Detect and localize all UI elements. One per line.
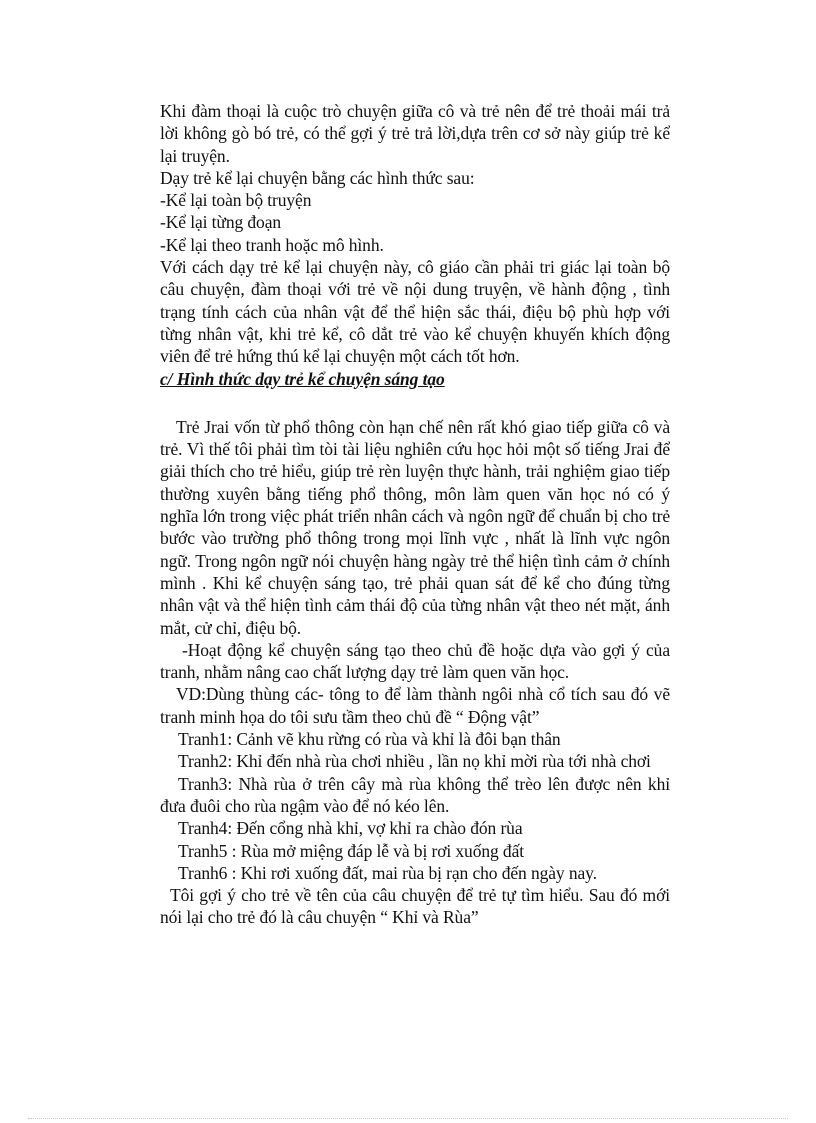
picture-item-5: Tranh5 : Rùa mở miệng đáp lễ và bị rơi xuống đất: [178, 840, 525, 861]
section-heading: c/ Hình thức dạy trẻ kể chuyện sáng tạo: [160, 368, 445, 389]
paragraph-dialogue-intro: Khi đàm thoại là cuộc trò chuyện giữa cô và trẻ nên để trẻ thoải mái trả lời không gò bó trẻ, có thể gợi ý trẻ trả lời,dựa trên cơ sở này giúp trẻ kể lại truyện.: [160, 101, 670, 166]
paragraph-methods-intro: Dạy trẻ kể lại chuyện bằng các hình thức sau:: [160, 167, 475, 188]
section-spacer: [160, 390, 670, 416]
picture-item-2: Tranh2: Khỉ đến nhà rùa chơi nhiều , lần nọ khỉ mời rùa tới nhà chơi: [178, 751, 651, 772]
picture-item-6: Tranh6 : Khi rơi xuống đất, mai rùa bị rạn cho đến ngày nay.: [178, 862, 597, 883]
paragraph-conclusion: Tôi gợi ý cho trẻ về tên của câu chuyện để trẻ tự tìm hiểu. Sau đó mới nói lại cho trẻ đó là câu chuyện “ Khỉ và Rùa”: [160, 885, 670, 928]
page-content: [160, 100, 670, 929]
paragraph-jrai-children: Trẻ Jrai vốn từ phổ thông còn hạn chế nên rất khó giao tiếp giữa cô và trẻ. Vì thế tôi phải tìm tòi tài liệu nghiên cứu học hỏi một số tiếng Jrai để giải thích cho trẻ hiểu, giúp trẻ rèn luyện thực hành, trải nghiệm giao tiếp thường xuyên bằng tiếng phổ thông, môn làm quen văn học nó có ý nghĩa lớn trong việc phát triển nhân cách và ngôn ngữ để chuẩn bị cho trẻ bước vào trường phổ thông trong mọi lĩnh vực , nhất là lĩnh vực ngôn ngữ. Trong ngôn ngữ nói chuyện hàng ngày trẻ thể hiện tình cảm ở chính mình . Khi kể chuyện sáng tạo, trẻ phải quan sát để kể cho đúng từng nhân vật và thể hiện tình cảm thái độ của từng nhân vật theo nét mặt, ánh mắt, cử chỉ, điệu bộ.: [160, 416, 670, 638]
list-item-each-part: -Kể lại từng đoạn: [160, 212, 282, 233]
paragraph-creative-activity: -Hoạt động kể chuyện sáng tạo theo chủ đề hoặc dựa vào gợi ý của tranh, nhằm nâng cao chất lượng dạy trẻ làm quen văn học.: [160, 639, 670, 683]
paragraph-teacher-method: Với cách dạy trẻ kể lại chuyện này, cô giáo cần phải tri giác lại toàn bộ câu chuyện, đàm thoại với trẻ về nội dung truyện, về hành động , tình trạng tính cách của nhân vật để thể hiện sắc thái, điệu bộ phù hợp với từng nhân vật, khi trẻ kể, cô dắt trẻ vào kể chuyện khuyến khích động viên để trẻ hứng thú kể lại chuyện một cách tốt hơn.: [160, 257, 670, 367]
paragraph-example: VD:Dùng thùng các- tông to để làm thành ngôi nhà cổ tích sau đó vẽ tranh minh họa do tôi sưu tầm theo chủ đề “ Động vật”: [160, 684, 670, 727]
list-item-by-picture: -Kể lại theo tranh hoặc mô hình.: [160, 234, 384, 255]
picture-item-3: Tranh3: Nhà rùa ở trên cây mà rùa không thể trèo lên được nên khỉ đưa đuôi cho rùa ngậm vào để nó kéo lên.: [160, 773, 670, 816]
page-bottom-rule: [28, 1118, 788, 1119]
picture-item-4: Tranh4: Đến cổng nhà khỉ, vợ khỉ ra chào đón rùa: [178, 818, 523, 839]
picture-item-1: Tranh1: Cảnh vẽ khu rừng có rùa và khỉ là đôi bạn thân: [178, 729, 561, 750]
list-item-whole-story: -Kể lại toàn bộ truyện: [160, 190, 312, 211]
